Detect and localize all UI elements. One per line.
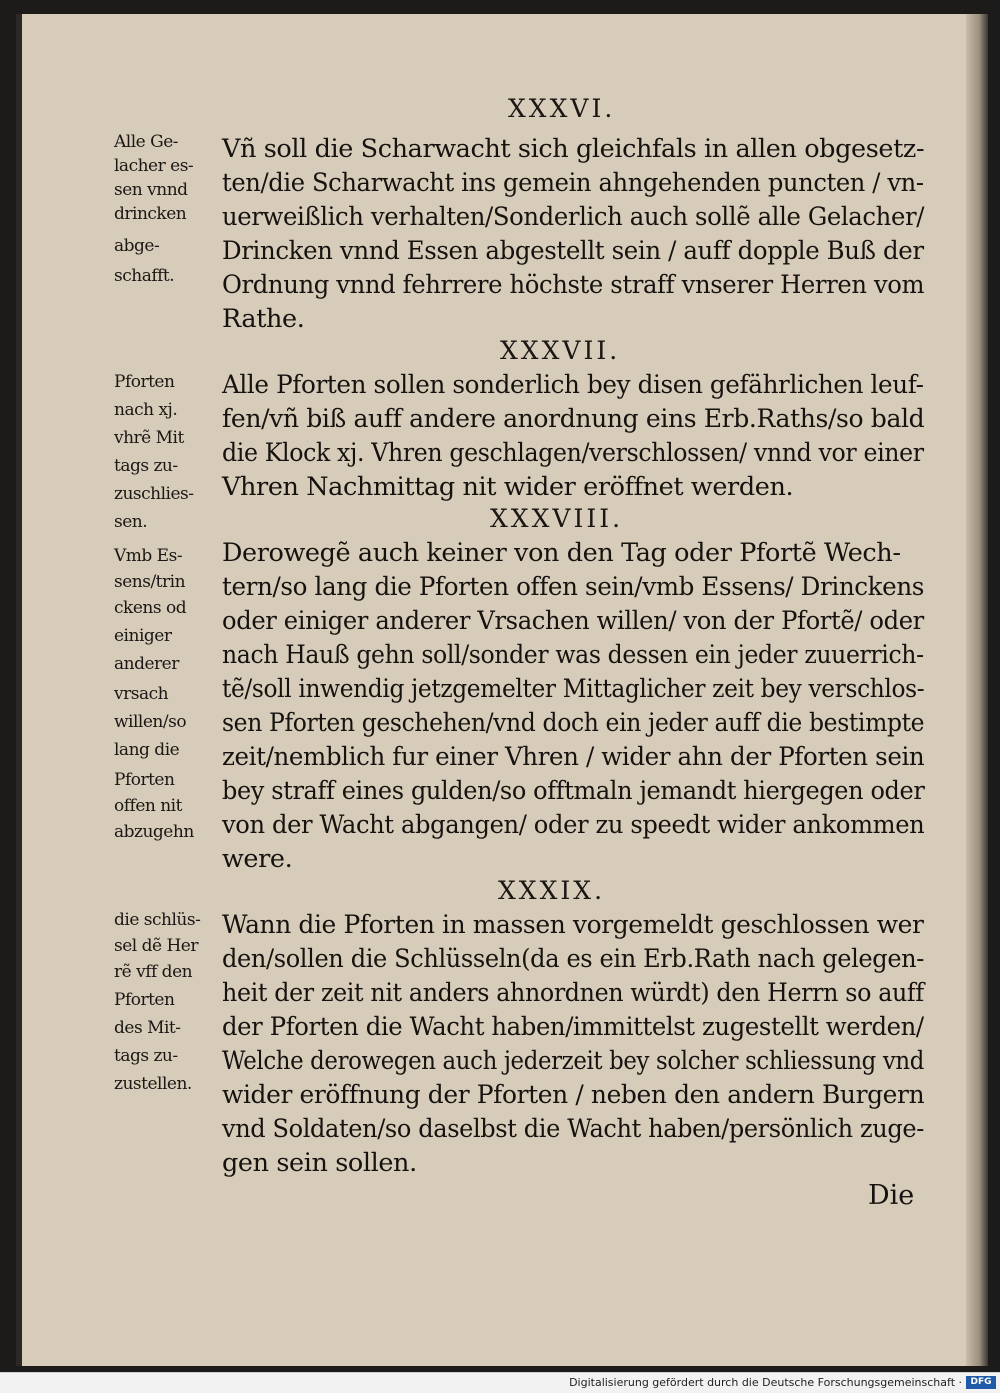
section-38-line-8: bey straff eines gulden/so offtmaln jemandt hiergegen oder bbox=[222, 776, 925, 806]
margin-note-37-line-2: nach xj. bbox=[114, 400, 178, 420]
section-38-line-9: von der Wacht abgangen/ oder zu speedt wider ankommen bbox=[222, 810, 925, 840]
margin-note-36-line-5: abge- bbox=[114, 236, 160, 256]
margin-note-37-line-4: tags zu- bbox=[114, 456, 178, 476]
section-38-line-2: tern/so lang die Pforten offen sein/vmb Essens/ Drinckens bbox=[222, 572, 925, 602]
section-heading-37: XXXVII. bbox=[500, 336, 621, 365]
margin-note-38-line-3: ckens od bbox=[114, 598, 187, 618]
footer-bar bbox=[0, 1372, 1000, 1393]
section-38-line-10: were. bbox=[222, 844, 293, 874]
margin-note-37-line-6: sen. bbox=[114, 512, 148, 532]
section-38-line-5: tẽ/soll inwendig jetzgemelter Mittaglicher zeit bey verschlos- bbox=[222, 674, 925, 704]
section-38-line-6: sen Pforten geschehen/vnd doch ein jeder auff die bestimpte bbox=[222, 708, 925, 738]
margin-note-38-line-1: Vmb Es- bbox=[114, 546, 183, 566]
margin-note-36-line-2: lacher es- bbox=[114, 156, 194, 176]
dfg-logo-icon[interactable]: DFG bbox=[966, 1376, 996, 1389]
margin-note-38-line-8: lang die bbox=[114, 740, 180, 760]
section-heading-36: XXXVI. bbox=[508, 94, 616, 123]
section-37-line-3: die Klock xj. Vhren geschlagen/verschlossen/ vnnd vor einer bbox=[222, 438, 924, 468]
section-39-line-1: Wann die Pforten in massen vorgemeldt geschlossen wer bbox=[222, 910, 924, 940]
section-39-line-2: den/sollen die Schlüsseln(da es ein Erb.Rath nach gelegen- bbox=[222, 944, 925, 974]
section-39-line-6: wider eröffnung der Pforten / neben den andern Burgern bbox=[222, 1080, 925, 1110]
margin-note-39-line-3: rẽ vff den bbox=[114, 962, 193, 982]
section-39-line-7: vnd Soldaten/so daselbst die Wacht haben/persönlich zuge- bbox=[222, 1114, 924, 1144]
margin-note-36-line-6: schafft. bbox=[114, 266, 175, 286]
section-36-line-5: Ordnung vnnd fehrrere höchste straff vnserer Herren vom bbox=[222, 270, 925, 300]
margin-note-39-line-6: tags zu- bbox=[114, 1046, 178, 1066]
section-38-line-7: zeit/nemblich fur einer Vhren / wider ahn der Pforten sein bbox=[222, 742, 925, 772]
margin-note-37-line-1: Pforten bbox=[114, 372, 175, 392]
section-36-line-1: Vñ soll die Scharwacht sich gleichfals in allen obgesetz- bbox=[222, 134, 925, 164]
margin-note-38-line-2: sens/trin bbox=[114, 572, 186, 592]
section-38-line-1: Derowegẽ auch keiner von den Tag oder Pfortẽ Wech- bbox=[222, 538, 901, 568]
margin-note-38-line-5: anderer bbox=[114, 654, 179, 674]
section-37-line-4: Vhren Nachmittag nit wider eröffnet werden. bbox=[222, 472, 794, 502]
margin-note-38-line-10: offen nit bbox=[114, 796, 182, 816]
margin-note-37-line-3: vhrẽ Mit bbox=[114, 428, 184, 448]
page-edge-shadow bbox=[966, 14, 988, 1366]
section-36-line-2: ten/die Scharwacht ins gemein ahngehenden puncten / vn- bbox=[222, 168, 924, 198]
margin-note-36-line-3: sen vnnd bbox=[114, 180, 188, 200]
margin-note-36-line-1: Alle Ge- bbox=[114, 132, 178, 152]
section-39-line-4: der Pforten die Wacht haben/immittelst zugestellt werden/ bbox=[222, 1012, 924, 1042]
margin-note-39-line-4: Pforten bbox=[114, 990, 175, 1010]
section-37-line-2: fen/vñ biß auff andere anordnung eins Erb.Raths/so bald bbox=[222, 404, 925, 434]
margin-note-39-line-7: zustellen. bbox=[114, 1074, 192, 1094]
margin-note-37-line-5: zuschlies- bbox=[114, 484, 194, 504]
section-38-line-4: nach Hauß gehn soll/sonder was dessen ein jeder zuuerrich- bbox=[222, 640, 924, 670]
margin-note-39-line-1: die schlüs- bbox=[114, 910, 201, 930]
margin-note-39-line-2: sel dẽ Her bbox=[114, 936, 198, 956]
margin-note-38-line-9: Pforten bbox=[114, 770, 175, 790]
margin-note-38-line-4: einiger bbox=[114, 626, 172, 646]
section-heading-39: XXXIX. bbox=[498, 876, 606, 905]
margin-note-38-line-7: willen/so bbox=[114, 712, 187, 732]
section-39-line-8: gen sein sollen. bbox=[222, 1148, 417, 1178]
footer-funding-text[interactable]: Digitalisierung gefördert durch die Deutsche Forschungsgemeinschaft · bbox=[569, 1376, 962, 1389]
section-36-line-3: uerweißlich verhalten/Sonderlich auch sollẽ alle Gelacher/ bbox=[222, 202, 925, 232]
catchword: Die bbox=[868, 1180, 915, 1211]
margin-note-38-line-6: vrsach bbox=[114, 684, 169, 704]
section-39-line-5: Welche derowegen auch jederzeit bey solcher schliessung vnd bbox=[222, 1046, 924, 1076]
section-36-line-4: Drincken vnnd Essen abgestellt sein / auff dopple Buß der bbox=[222, 236, 924, 266]
margin-note-36-line-4: drincken bbox=[114, 204, 187, 224]
section-38-line-3: oder einiger anderer Vrsachen willen/ von der Pfortẽ/ oder bbox=[222, 606, 924, 636]
section-37-line-1: Alle Pforten sollen sonderlich bey disen gefährlichen leuf- bbox=[222, 370, 924, 400]
section-36-line-6: Rathe. bbox=[222, 304, 305, 334]
section-heading-38: XXXVIII. bbox=[490, 504, 624, 533]
section-39-line-3: heit der zeit nit anders ahnordnen würdt) den Herrn so auff bbox=[222, 978, 924, 1008]
margin-note-38-line-11: abzugehn bbox=[114, 822, 194, 842]
margin-note-39-line-5: des Mit- bbox=[114, 1018, 181, 1038]
